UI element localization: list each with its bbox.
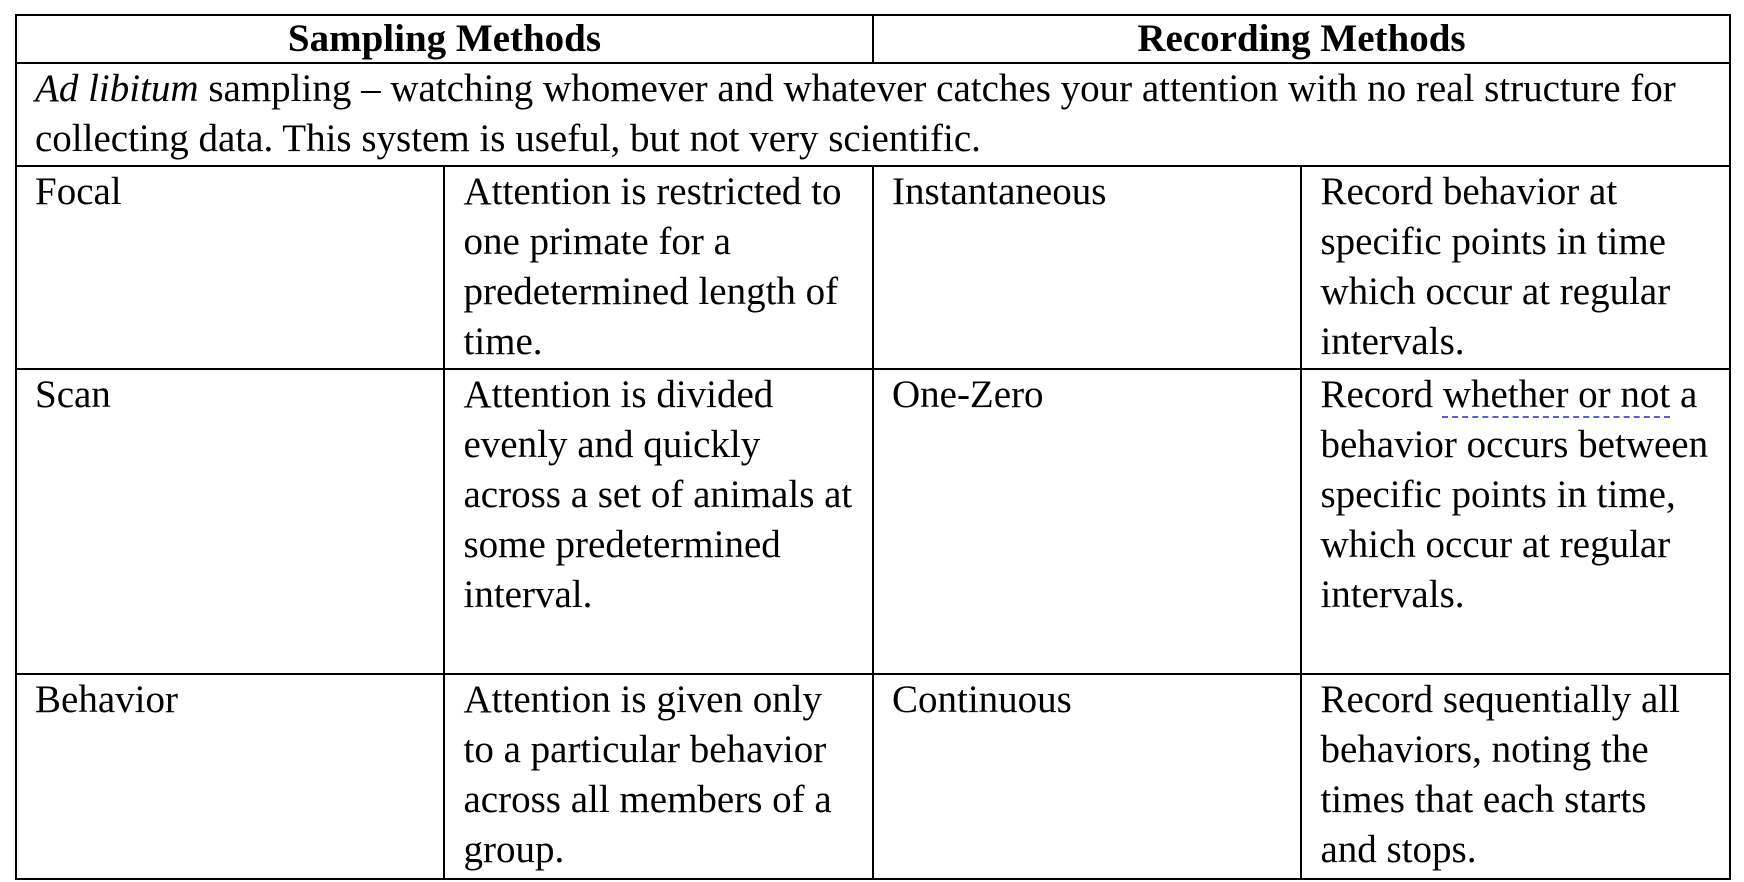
header-row [16, 15, 1730, 63]
sampling-description-cell: Attention is divided evenly and quickly across a set of animals at some predetermined interval. [444, 369, 872, 674]
recording-description-cell [1301, 674, 1730, 879]
recording-description-text: Record behavior at specific points in time which occur at regular intervals. [1320, 170, 1671, 363]
recording-description-cell [1301, 166, 1730, 369]
sampling-method-cell: Focal [16, 166, 444, 369]
recording-description-cell [1301, 369, 1730, 674]
ad-libitum-description: sampling – watching whomever and whatever catches your attention with no real structure for collecting data. This system is useful, but not very scientific. [35, 67, 1676, 160]
sampling-method-cell: Scan [16, 369, 444, 674]
ad-libitum-row [16, 63, 1730, 166]
recording-method-cell: Instantaneous [873, 166, 1301, 369]
recording-method-cell: Continuous [873, 674, 1301, 879]
recording-description-text: Record [1320, 373, 1443, 416]
recording-description-text: Record sequentially all behaviors, noting the times that each starts and stops. [1320, 678, 1681, 871]
sampling-method-cell: Behavior [16, 674, 444, 879]
sampling-description-cell: Attention is given only to a particular behavior across all members of a group. [444, 674, 872, 879]
sampling-description-cell: Attention is restricted to one primate for a predetermined length of time. [444, 166, 872, 369]
header-sampling-methods: Sampling Methods [16, 15, 873, 63]
ad-libitum-term: Ad libitum [35, 67, 199, 110]
ad-libitum-cell [16, 63, 1730, 166]
grammar-flagged-phrase[interactable]: whether or not [1442, 373, 1671, 416]
methods-table [15, 14, 1731, 880]
table-row [16, 674, 1730, 879]
table-row [16, 166, 1730, 369]
header-recording-methods: Recording Methods [873, 15, 1730, 63]
recording-description-text-rest: a behavior occurs between specific points in time, which occur at regular intervals. [1320, 373, 1709, 616]
table-row [16, 369, 1730, 674]
recording-method-cell: One-Zero [873, 369, 1301, 674]
